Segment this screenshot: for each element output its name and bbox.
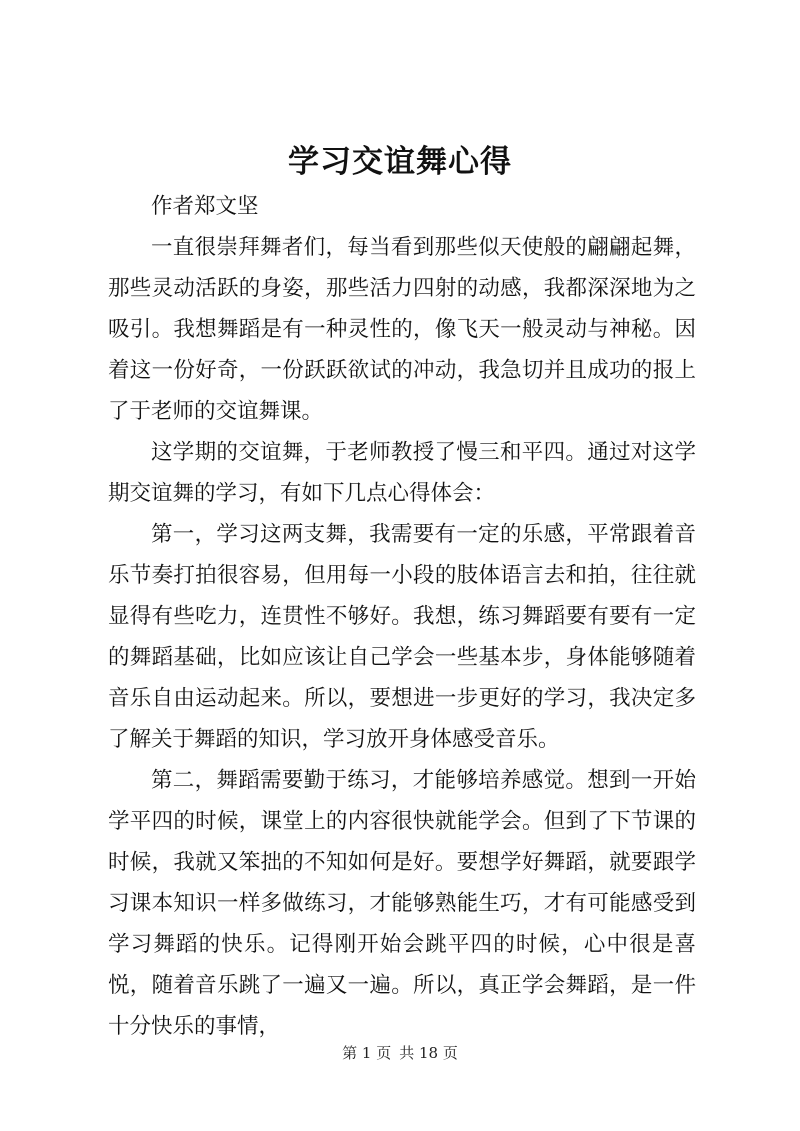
document-body: [108, 186, 696, 1047]
paragraph-2: 这学期的交谊舞，于老师教授了慢三和平四。通过对这学期交谊舞的学习，有如下几点心得体会：: [108, 440, 696, 506]
page-total: 共 18 页: [399, 1044, 458, 1062]
paragraph-4: 第二，舞蹈需要勤于练习，才能够培养感觉。想到一开始学平四的时候，课堂上的内容很快就能学会。但到了下节课的时候，我就又笨拙的不知如何是好。要想学好舞蹈，就要跟学习课本知识一样多做练习，才能够熟能生巧，才有可能感受到学习舞蹈的快乐。记得刚开始会跳平四的时候，心中很是喜悦，随着音乐跳了一遍又一遍。所以，真正学会舞蹈，是一件十分快乐的事情，: [108, 768, 696, 1039]
paragraph-1: 一直很崇拜舞者们，每当看到那些似天使般的翩翩起舞，那些灵动活跃的身姿，那些活力四射的动感，我都深深地为之吸引。我想舞蹈是有一种灵性的，像飞天一般灵动与神秘。因着这一份好奇，一份跃跃欲试的冲动，我急切并且成功的报上了于老师的交谊舞课。: [108, 235, 696, 424]
document-title: 学习交谊舞心得: [288, 144, 512, 180]
page-footer: [0, 1043, 800, 1063]
paragraph-3: 第一，学习这两支舞，我需要有一定的乐感，平常跟着音乐节奏打拍很容易，但用每一小段的肢体语言去和拍，往往就显得有些吃力，连贯性不够好。我想，练习舞蹈要有要有一定的舞蹈基础，比如应该让自己学会一些基本步，身体能够随着音乐自由运动起来。所以，要想进一步更好的学习，我决定多了解关于舞蹈的知识，学习放开身体感受音乐。: [108, 522, 696, 752]
page-number: 第 1 页: [342, 1044, 392, 1062]
author-line: 作者郑文坚: [151, 194, 259, 219]
